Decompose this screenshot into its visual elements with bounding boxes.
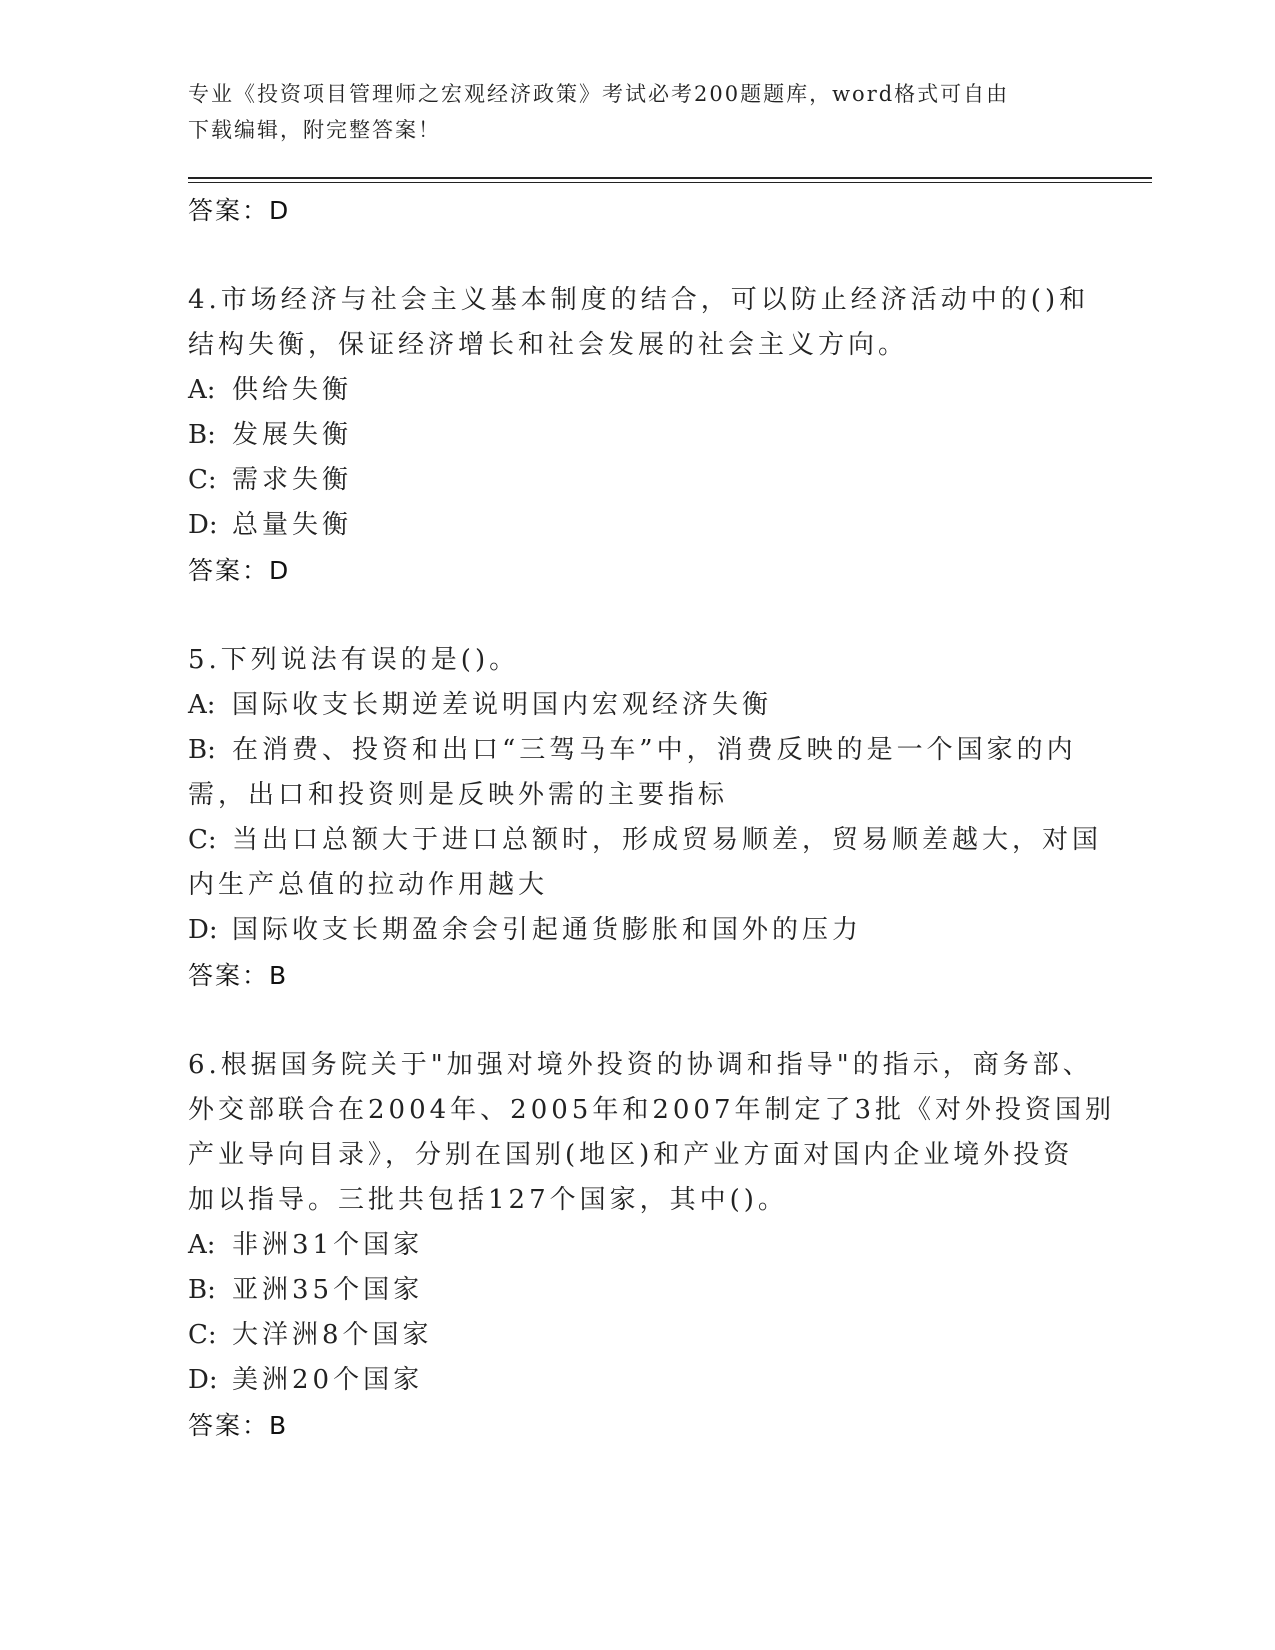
question-6 bbox=[188, 1043, 1116, 1448]
question-4-option-c bbox=[188, 458, 1088, 503]
question-5-option-d bbox=[188, 908, 1088, 953]
question-6-stem-line-3: 产业导向目录》，分别在国别(地区)和产业方面对国内企业境外投资 bbox=[188, 1140, 1074, 1170]
option-letter: B: bbox=[188, 1275, 216, 1305]
option-text: 国际收支长期逆差说明国内宏观经济失衡 bbox=[232, 690, 773, 720]
option-letter: A: bbox=[188, 1230, 216, 1260]
option-text: 亚洲35个国家 bbox=[232, 1275, 424, 1305]
question-4-option-a bbox=[188, 368, 1088, 413]
question-5 bbox=[188, 638, 1103, 998]
option-text: 美洲20个国家 bbox=[232, 1365, 424, 1395]
question-6-option-c bbox=[188, 1313, 1088, 1358]
option-letter: C: bbox=[188, 1320, 217, 1350]
option-text: 总量失衡 bbox=[232, 510, 353, 540]
option-letter: A: bbox=[188, 690, 216, 720]
option-text: 当出口总额大于进口总额时，形成贸易顺差，贸易顺差越大，对国 bbox=[232, 825, 1103, 855]
question-4-answer: 答案：D bbox=[188, 556, 291, 585]
question-5-option-b-continued: 需，出口和投资则是反映外需的主要指标 bbox=[188, 780, 729, 810]
answer-q3: 答案：D bbox=[188, 196, 291, 225]
option-letter: D: bbox=[188, 510, 218, 540]
question-5-option-a bbox=[188, 683, 1088, 728]
option-text: 大洋洲8个国家 bbox=[232, 1320, 433, 1350]
question-4-stem-line-1: 4.市场经济与社会主义基本制度的结合，可以防止经济活动中的()和 bbox=[188, 285, 1090, 315]
question-4 bbox=[188, 278, 1088, 593]
option-letter: D: bbox=[188, 915, 218, 945]
question-6-answer: 答案：B bbox=[188, 1411, 289, 1440]
option-text: 在消费、投资和出口“三驾马车”中，消费反映的是一个国家的内 bbox=[232, 735, 1077, 765]
question-4-stem-line-2: 结构失衡，保证经济增长和社会发展的社会主义方向。 bbox=[188, 330, 909, 360]
document-body bbox=[188, 188, 1116, 1448]
document-header bbox=[188, 76, 1068, 148]
header-rule-thin bbox=[188, 182, 1152, 183]
option-text: 国际收支长期盈余会引起通货膨胀和国外的压力 bbox=[232, 915, 863, 945]
question-6-option-d bbox=[188, 1358, 1088, 1403]
question-5-option-b bbox=[188, 728, 1088, 773]
option-text: 需求失衡 bbox=[232, 465, 353, 495]
question-4-option-b bbox=[188, 413, 1088, 458]
question-6-option-a bbox=[188, 1223, 1088, 1268]
header-line-1: 专业《投资项目管理师之宏观经济政策》考试必考200题题库，word格式可自由 bbox=[188, 82, 1010, 106]
question-6-stem-line-4: 加以指导。三批共包括127个国家，其中()。 bbox=[188, 1185, 788, 1215]
question-6-option-b bbox=[188, 1268, 1088, 1313]
option-letter: B: bbox=[188, 420, 216, 450]
header-rule-thick bbox=[188, 177, 1152, 179]
question-4-option-d bbox=[188, 503, 1088, 548]
question-5-answer: 答案：B bbox=[188, 961, 289, 990]
option-letter: C: bbox=[188, 465, 217, 495]
option-letter: C: bbox=[188, 825, 217, 855]
option-text: 发展失衡 bbox=[232, 420, 353, 450]
question-6-stem-line-2: 外交部联合在2004年、2005年和2007年制定了3批《对外投资国别 bbox=[188, 1095, 1116, 1125]
question-5-option-c bbox=[188, 818, 1103, 863]
option-text: 非洲31个国家 bbox=[232, 1230, 424, 1260]
option-letter: A: bbox=[188, 375, 216, 405]
question-6-stem-line-1: 6.根据国务院关于"加强对境外投资的协调和指导"的指示，商务部、 bbox=[188, 1050, 1093, 1080]
option-text: 供给失衡 bbox=[232, 375, 353, 405]
option-letter: D: bbox=[188, 1365, 218, 1395]
question-5-option-c-continued: 内生产总值的拉动作用越大 bbox=[188, 870, 549, 900]
header-line-2: 下载编辑，附完整答案！ bbox=[188, 118, 441, 142]
question-5-stem-line-1: 5.下列说法有误的是()。 bbox=[188, 645, 520, 675]
option-letter: B: bbox=[188, 735, 216, 765]
